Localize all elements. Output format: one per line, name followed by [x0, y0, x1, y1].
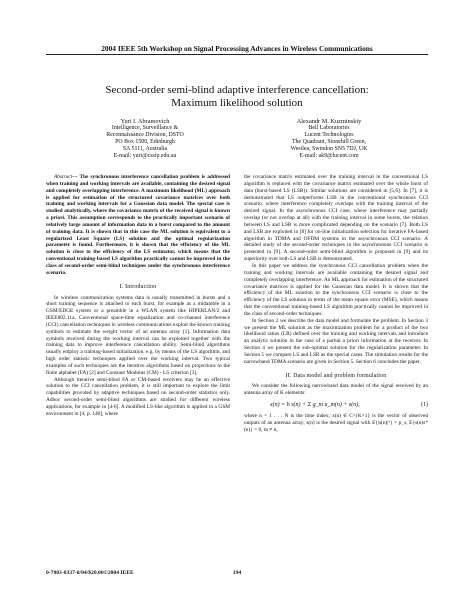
right-column	[244, 174, 428, 434]
section-heading-data-model: II. Data model and problem formulation	[285, 372, 387, 379]
section-heading-introduction: I. Introduction	[119, 283, 157, 290]
author-name: Alexandr M. Kuzminskiy	[296, 118, 362, 125]
abstract	[46, 174, 230, 277]
author-affiliation: Lucent Technologies	[304, 132, 354, 138]
author-affiliation: Bell Laboratories	[308, 125, 350, 131]
author-address: SA 5111, Australia	[122, 146, 168, 152]
intro-paragraph-2: Although iterative semi-blind FA or CM-based receivers may be an effective solution to the CCI cancellation problem, it is still important to explore the limit capabilities provided by adaptive techniques based on second-order statistics only. Adhoc second-order semi-blind algorithms are studied for different wireless applications, for example in [4-6]. A modified LS-like algorithm is applied in a GSM environment in [4, p. 140], where	[46, 376, 230, 417]
equation-1	[244, 402, 428, 409]
equation-number: (1)	[421, 402, 428, 409]
body-paragraph-3: In Section 2 we describe the data model and formulate the problem. In Section 3 we present the ML solution as the maximization problem for a product of the two likelihood ratios (LR) defined over the training and working intervals and introduce an analytic solution in the case of a partial a priori information at the receiver. In Section 4 we present the sub-optimal solution for the regularization parameter. In Section 5 we compare LS and LSB as the special cases. The simulation results for the narrowband TDMA scenario are given in Section 5. Section 6 concludes the paper.	[244, 317, 428, 365]
copyright-code: 0-7803-8337-0/04/$20.00©2004 IEEE	[46, 570, 134, 576]
author-block	[60, 118, 414, 160]
equation-body: x(n) = h s(n) + Σ g_m u_m(n) + z(n),	[270, 402, 360, 409]
author-2	[244, 118, 414, 160]
author-address: Westlea, Swindon SN5 7DJ, UK	[290, 146, 368, 152]
author-email: E-mail: yuri@cssip.edu.au	[113, 153, 177, 159]
abstract-label: Abstract	[54, 174, 73, 180]
author-1	[60, 118, 230, 160]
model-paragraph-2: where n = 1 . . . N is the time index; x(n) ∈ C^{K×1} is the vector of observed outputs of an antenna array; s(n) is the desired signal with E{|s(n)|²} = p_s, E{s(n)s*(n)} = 0, m ≠ n,	[244, 413, 428, 433]
author-name: Yuri I. Abramovich	[120, 118, 170, 125]
author-affiliation: Reconnaissance Division, DSTO	[106, 132, 184, 138]
left-column	[46, 174, 230, 418]
paper-title	[0, 84, 474, 110]
header-rule	[46, 54, 428, 55]
author-address: PO Box 1500, Edinburgh	[115, 139, 175, 145]
title-line-1: Second-order semi-blind adaptive interference cancellation:	[105, 84, 369, 96]
author-email: E-mail: ak9@lucent.com	[299, 153, 359, 159]
intro-paragraph-1: In wireless communication systems data is usually transmitted in bursts and a short training sequence is attached to each burst, for example as a midamble in a GSM/EDGE system or a preamble in a WLAN system like HIPERLAN/2 and IEEE802.11a. Conventional space-time equalization and co-channel interference (CCI) cancellation techniques in wireless communications exploit the known training symbols to estimate the weight vector of an antenna array [1]. Information data symbols received during the working interval can be exploited together with the training data to improve interference cancellation ability. Semi-blind algorithms usually employ a training-based initialization, e.g. by means of the LS algorithm, and high order statistic techniques applied over the working interval. Two typical examples of such techniques are the iterative algorithms based on projections to the finite alphabet (FA) [2] and Constant Modulus (CM) - LS criterion [3].	[46, 294, 230, 376]
conference-header: 2004 IEEE 5th Workshop on Signal Processing Advances in Wireless Communications	[101, 44, 373, 53]
model-paragraph-1: We consider the following narrowband data model of the signal received by an antenna array of K elements:	[244, 383, 428, 397]
title-line-2: Maximum likelihood solution	[171, 97, 303, 109]
author-affiliation: Intelligence, Surveillance &	[111, 125, 179, 131]
author-address: The Quadrant, Stonehill Green,	[291, 139, 367, 145]
body-paragraph-1: the covariance matrix estimated over the training interval in the conventional LS algorithm is replaced with the covariance matrix estimated over the whole burst of data (burst-based LS (LSB)). Similar solutions are considered in [5,6]. In [7], it is demonstrated that LS outperforms LSB in the conventional synchronous CCI scenario, where interference completely overlaps with the training interval of the desired signal. In the asynchronous CCI case, where interference may partially overlap (or not overlap at all) with the training interval in some bursts, the relation between LS and LSB is more complicated depending on the scenario [7]. Both LS and LSB are exploited in [8] for on-line initialization selection for iterative FA-based algorithm in TDMA and OFDM systems in the asynchronous CCI scenario. A detailed study of the second-order techniques in the asynchronous CCI scenario is presented in [9]. A second-order semi-blind algorithm is proposed in [9] and its superiority over both LS and LSB is demonstrated.	[244, 174, 428, 263]
page-number: 194	[232, 570, 242, 576]
body-paragraph-2: In this paper we address the synchronous CCI cancellation problem when the training and working intervals are available containing the desired signal and completely overlapping interference. An ML approach for estimation of the structured covariance matrices is applied for the Gaussian data model. It is shown that the efficiency of the ML solution in the synchronous CCI scenario is close to the efficiency of the LS solution in terms of the mean square error (MSE), which means that the conventional training-based LS algorithm practically cannot be improved in the class of second-order techniques.	[244, 262, 428, 317]
abstract-text: — The synchronous interference cancellation problem is addressed when training and working intervals are available, containing the desired signal and completely overlapping interference. A maximum likelihood (ML) approach is applied for estimation of the structured covariance matrices over both training and working intervals for a Gaussian data model. The special case is studied analytically, where the covariance matrix of the received signal is known a priori. This assumption corresponds to the practically important scenario of relatively large amount of information data in a burst compared to the amount of training data. It is shown that in this case the ML solution is equivalent to a regularized Least Square (LS) solution and the optimal regularization parameter is found. Furthermore, it is shown that the efficiency of the ML solution is close to the efficiency of the LS estimator, which means that the conventional training-based LS algorithm practically cannot be improved in the class of second-order semi-blind techniques under the synchronous interference scenario.	[46, 174, 230, 276]
